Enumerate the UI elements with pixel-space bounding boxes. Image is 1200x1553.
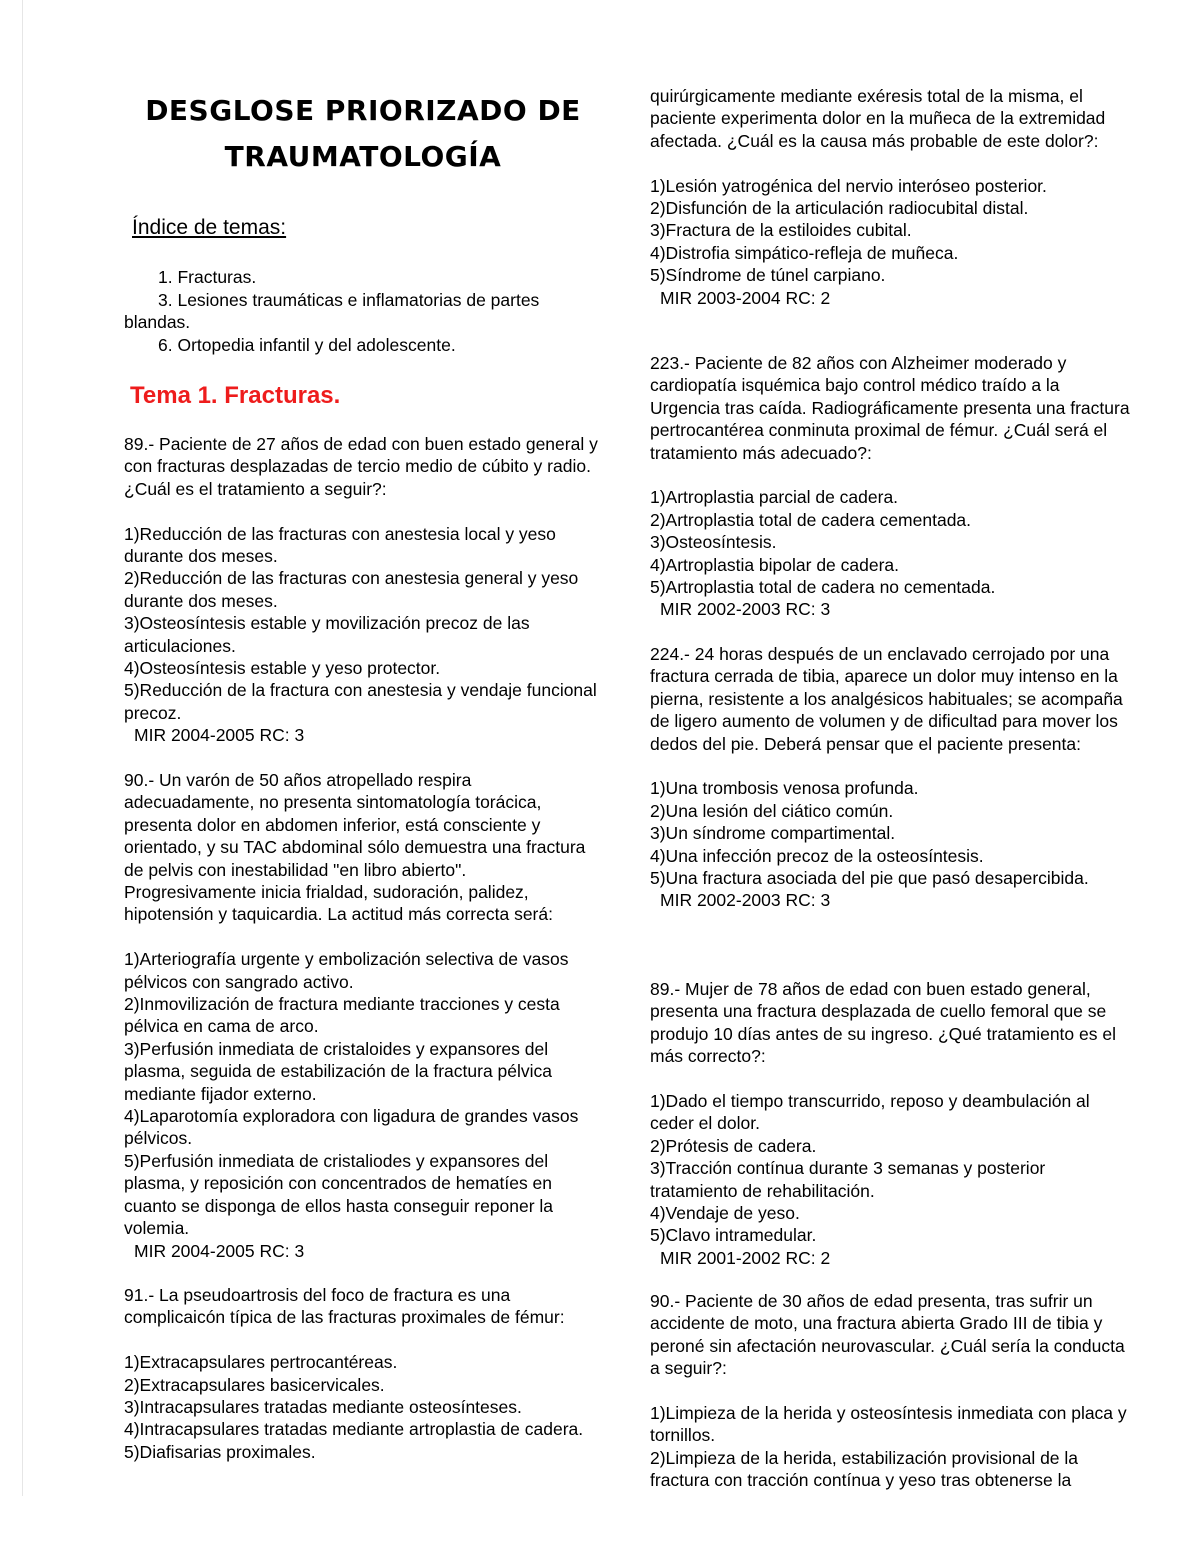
answer-option: 5)Síndrome de túnel carpiano.: [650, 265, 886, 286]
page-edge: [22, 0, 23, 1553]
page-bottom-crop: [0, 1496, 1200, 1553]
answer-option: 1)Arteriografía urgente y embolización selectiva de vasos pélvicos con sangrado activo.: [124, 949, 569, 992]
question-stem: 223.- Paciente de 82 años con Alzheimer moderado y cardiopatía isquémica bajo control médico traído a la Urgencia tras caída. Radiográficamente presenta una fractura pertrocantérea conminuta proximal de fémur. ¿Cuál será el tratamiento más adecuado?:: [650, 353, 1130, 463]
toc-item[interactable]: 6. Ortopedia infantil y del adolescente.: [158, 334, 456, 355]
answer-option: 4)Osteosíntesis estable y yeso protector.: [124, 658, 441, 679]
toc-item[interactable]: 1. Fracturas.: [158, 267, 257, 287]
answer-option: 2)Artroplastia total de cadera cementada.: [650, 509, 972, 530]
answer-option: 1)Lesión yatrogénica del nervio interóseo posterior.: [650, 175, 1047, 196]
question-block: [650, 85, 1134, 309]
title-line-1: DESGLOSE PRIORIZADO DE: [145, 94, 581, 127]
question-stem: 89.- Mujer de 78 años de edad con buen estado general, presenta una fractura desplazada de cuello femoral que se produjo 10 días antes de su ingreso. ¿Qué tratamiento es el más correcto?:: [650, 979, 1116, 1067]
question-block: [650, 1290, 1134, 1492]
answer-option: 2)Una lesión del ciático común.: [650, 800, 894, 821]
answer-option: 1)Reducción de las fracturas con anestesia local y yeso durante dos meses.: [124, 523, 556, 567]
answer-option: 1)Extracapsulares pertrocantéreas.: [124, 1352, 398, 1373]
answer-option: 4)Laparotomía exploradora con ligadura de grandes vasos pélvicos.: [124, 1106, 579, 1149]
answer-option: 3)Un síndrome compartimental.: [650, 823, 896, 844]
question-block: [124, 433, 602, 747]
exam-reference: MIR 2001-2002 RC: 2: [660, 1247, 831, 1268]
index-heading: Índice de temas:: [132, 216, 287, 239]
question-stem: 89.- Paciente de 27 años de edad con buen estado general y con fracturas desplazadas de tercio medio de cúbito y radio. ¿Cuál es el tratamiento a seguir?:: [124, 434, 598, 499]
exam-reference: MIR 2004-2005 RC: 3: [134, 725, 305, 746]
answer-option: 2)Extracapsulares basicervicales.: [124, 1374, 385, 1395]
answer-option: 3)Osteosíntesis estable y movilización precoz de las articulaciones.: [124, 613, 530, 656]
answer-option: 4)Vendaje de yeso.: [650, 1203, 800, 1224]
question-stem: 90.- Un varón de 50 años atropellado respira adecuadamente, no presenta sintomatología torácica, presenta dolor en abdomen inferior, está consciente y orientado, y su TAC abdominal sólo demuestra una fractura de pelvis con inestabilidad "en libro abierto". Progresivamente inicia frialdad, sudoración, palidez, hipotensión y taquicardia. La actitud más correcta será:: [124, 770, 586, 925]
question-block: [650, 978, 1134, 1269]
question-stem: 224.- 24 horas después de un enclavado cerrojado por una fractura cerrada de tibia, aparece un dolor muy intenso en la pierna, resistente a los analgésicos habituales; se acompaña de ligero aumento de volumen y de dificultad para mover los dedos del pie. Deberá pensar que el paciente presenta:: [650, 644, 1123, 754]
answer-option: 3)Fractura de la estiloides cubital.: [650, 220, 912, 241]
exam-reference: MIR 2003-2004 RC: 2: [660, 287, 831, 308]
question-block: [124, 769, 602, 1262]
title-line-2: TRAUMATOLOGÍA: [224, 140, 502, 173]
question-stem: 91.- La pseudoartrosis del foco de fractura es una complicaicón típica de las fracturas proximales de fémur:: [124, 1285, 565, 1328]
answer-option: 2)Inmovilización de fractura mediante tracciones y cesta pélvica en cama de arco.: [124, 994, 560, 1037]
answer-option: 1)Dado el tiempo transcurrido, reposo y deambulación al ceder el dolor.: [650, 1091, 1090, 1134]
answer-option: 3)Perfusión inmediata de cristaloides y expansores del plasma, seguida de estabilización de la fractura pélvica mediante fijador externo.: [124, 1038, 553, 1104]
answer-option: 3)Intracapsulares tratadas mediante osteosínteses.: [124, 1397, 522, 1418]
answer-option: 2)Reducción de las fracturas con anestesia general y yeso durante dos meses.: [124, 568, 579, 611]
exam-reference: MIR 2004-2005 RC: 3: [134, 1240, 305, 1261]
answer-option: 4)Artroplastia bipolar de cadera.: [650, 554, 900, 575]
answer-option: 5)Perfusión inmediata de cristaliodes y expansores del plasma, y reposición con concentrados de hematíes en cuanto se disponga de ellos hasta conseguir reponer la volemia.: [124, 1150, 554, 1239]
question-stem-continued: quirúrgicamente mediante exéresis total de la misma, el paciente experimenta dolor en la muñeca de la extremidad afectada. ¿Cuál es la causa más probable de este dolor?:: [650, 86, 1106, 151]
answer-option: 4)Intracapsulares tratadas mediante artroplastia de cadera.: [124, 1419, 584, 1440]
question-block: [650, 643, 1134, 912]
answer-option: 4)Distrofia simpático-refleja de muñeca.: [650, 242, 959, 263]
answer-option: 5)Una fractura asociada del pie que pasó desapercibida.: [650, 868, 1089, 889]
exam-reference: MIR 2002-2003 RC: 3: [660, 599, 831, 620]
table-of-contents: [124, 266, 602, 356]
answer-option: 1)Limpieza de la herida y osteosíntesis inmediata con placa y tornillos.: [650, 1403, 1127, 1446]
question-block: [124, 1284, 602, 1463]
answer-option: 2)Disfunción de la articulación radiocubital distal.: [650, 198, 1029, 219]
answer-option: 5)Reducción de la fractura con anestesia y vendaje funcional precoz.: [124, 680, 597, 723]
answer-option: 2)Prótesis de cadera.: [650, 1135, 817, 1156]
answer-option: 3)Osteosíntesis.: [650, 532, 777, 553]
document-title: [124, 88, 602, 180]
answer-option: 3)Tracción contínua durante 3 semanas y posterior tratamiento de rehabilitación.: [650, 1158, 1046, 1201]
exam-reference: MIR 2002-2003 RC: 3: [660, 890, 831, 911]
answer-option: 2)Limpieza de la herida, estabilización provisional de la fractura con tracción contínua y yeso tras obtenerse la: [650, 1447, 1079, 1491]
question-block: [650, 352, 1134, 621]
answer-option: 1)Una trombosis venosa profunda.: [650, 778, 919, 799]
answer-option: 1)Artroplastia parcial de cadera.: [650, 487, 899, 508]
answer-option: 5)Clavo intramedular.: [650, 1225, 817, 1246]
section-heading: Tema 1. Fracturas.: [130, 382, 341, 409]
answer-option: 5)Diafisarias proximales.: [124, 1441, 316, 1462]
question-stem: 90.- Paciente de 30 años de edad presenta, tras sufrir un accidente de moto, una fractura abierta Grado III de tibia y peroné sin afectación neurovascular. ¿Cuál sería la conducta a seguir?:: [650, 1291, 1125, 1379]
answer-option: 4)Una infección precoz de la osteosíntesis.: [650, 845, 984, 866]
answer-option: 5)Artroplastia total de cadera no cementada.: [650, 577, 996, 598]
toc-item[interactable]: 3. Lesiones traumáticas e inflamatorias de partes blandas.: [124, 289, 540, 332]
